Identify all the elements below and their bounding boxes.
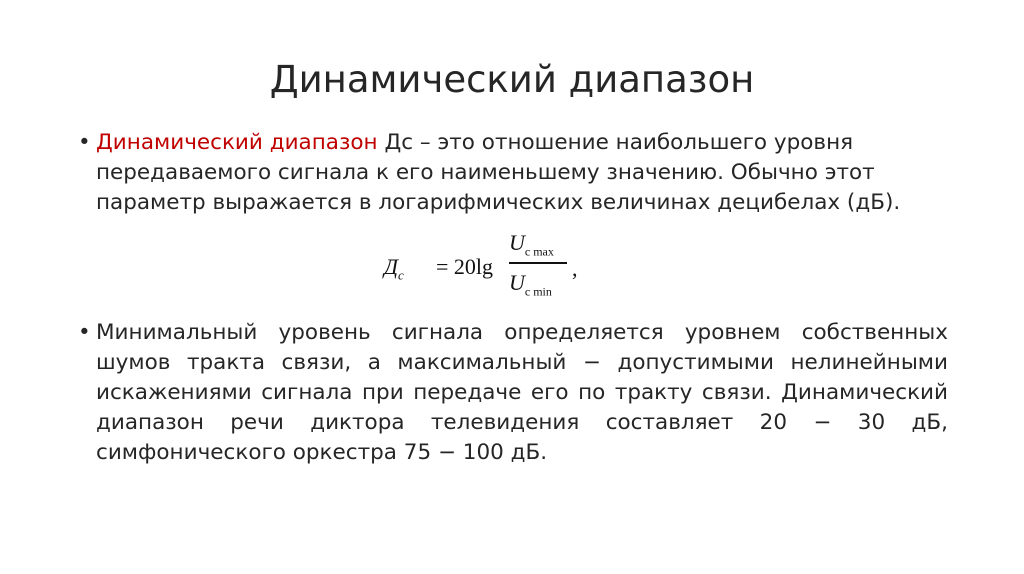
bullet-marker: • — [78, 130, 91, 155]
slide-title: Динамический диапазон — [269, 58, 755, 101]
fraction-bar — [509, 262, 567, 264]
formula-numerator: $U_{c max}$ — [509, 230, 554, 259]
highlight-term: Динамический диапазон — [96, 130, 378, 155]
formula-denominator: $U_{c min}$ — [509, 269, 552, 298]
bullet-text — [96, 128, 948, 218]
bullet-text: Минимальный уровень сигнала определяется уровнем собственных шумов тракта связи, а максимальный − допустимыми нелинейными искажениями сигнала при передаче его по тракту связи. Динамический диапазон речи диктора телевидения составляет 20 − 30 дБ, симфонического оркестра 75 − 100 дБ. — [96, 320, 948, 465]
bullet-item-definition — [78, 128, 948, 218]
bullet-marker: • — [78, 320, 91, 345]
slide-content — [78, 128, 948, 468]
definition-text: Дс – это отношение наибольшего уровня передаваемого сигнала к его наименьшему значению. Обычно этот параметр выражается в логарифмических величинах децибелах (дБ). — [96, 130, 901, 215]
bullet-item-levels — [78, 318, 948, 468]
formula-trailing-comma: , — [572, 256, 578, 281]
dynamic-range-formula — [384, 226, 948, 314]
formula-fraction — [509, 226, 569, 300]
formula-lhs: $Д_c$ — [384, 254, 404, 283]
formula-coefficient: = 20lg — [436, 254, 494, 279]
